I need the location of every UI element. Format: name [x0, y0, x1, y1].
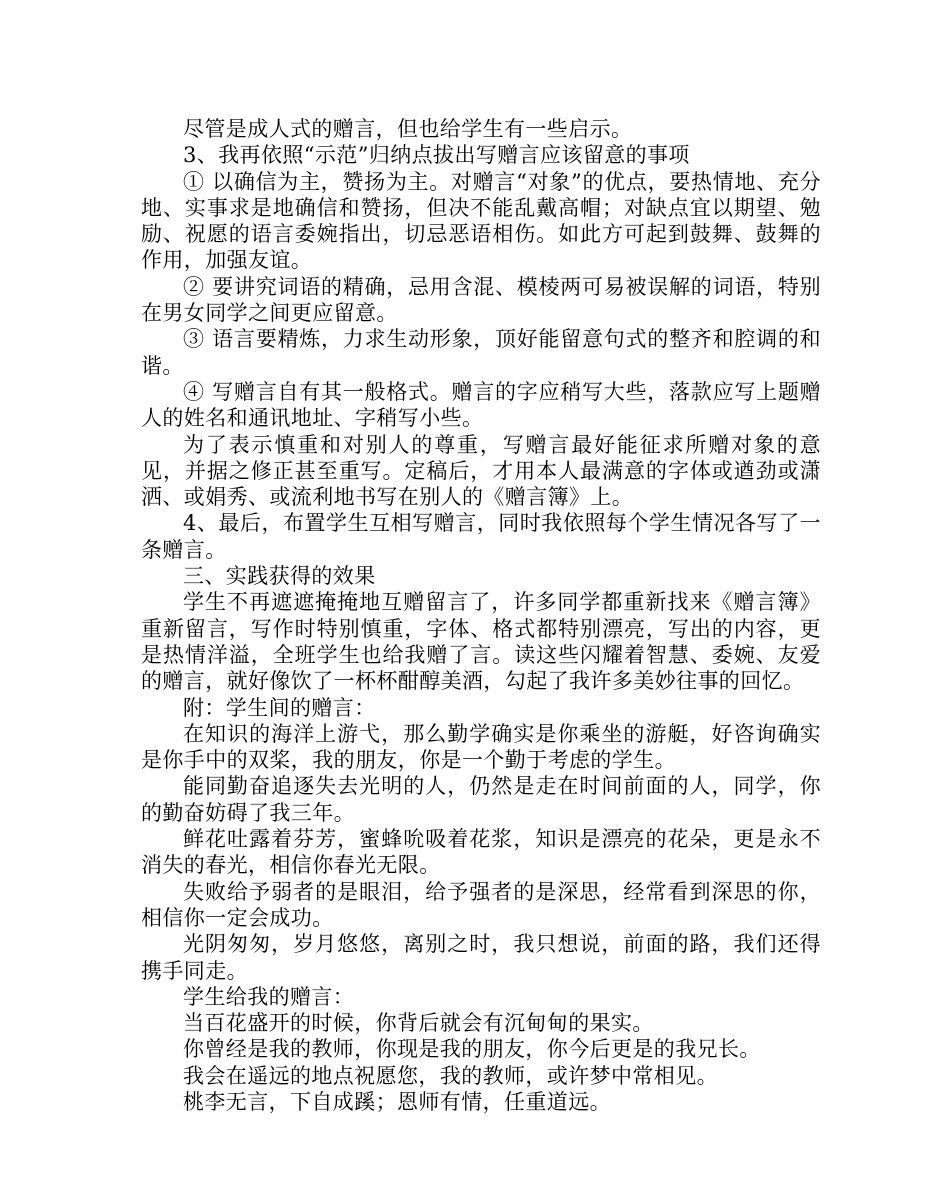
section-heading: 三、实践获得的效果	[183, 564, 376, 589]
paragraph-20: 我会在遥远的地点祝愿您，我的教师，或许梦中常相见。	[183, 1063, 718, 1088]
paragraph-8: 4、最后，布置学生互相写赠言，同时我依照每个学生情况各写了一条赠言。	[141, 511, 821, 562]
paragraph-18: 当百花盛开的时候，你背后就会有沉甸甸的果实。	[183, 1011, 654, 1036]
paragraph-1: 尽管是成人式的赠言，但也给学生有一些启示。	[183, 117, 633, 141]
subheading-messages-to-teacher: 学生给我的赠言：	[183, 984, 355, 1009]
paragraph-5: ③ 语言要精炼，力求生动形象，顶好能留意句式的整齐和腔调的和谐。	[141, 327, 821, 378]
paragraph-13: 能同勤奋追逐失去光明的人，仍然是走在时间前面的人，同学，你的勤奋妨碍了我三年。	[141, 774, 821, 825]
paragraph-7: 为了表示慎重和对别人的尊重，写赠言最好能征求所赠对象的意见，并据之修正甚至重写。定稿后，才用本人最满意的字体或遒劲或潇洒、或娟秀、或流利地书写在别人的《赠言簿》上。	[141, 432, 821, 510]
paragraph-21: 桃李无言，下自成蹊；恩师有情，任重道远。	[183, 1089, 611, 1114]
document-page	[141, 116, 821, 1115]
paragraph-10: 学生不再遮遮掩掩地互赠留言了，许多同学都重新找来《赠言簿》重新留言，写作时特别慎重，字体、格式都特别漂亮，写出的内容，更是热情洋溢，全班学生也给我赠了言。读这些闪耀着智慧、委婉、友爱的赠言，就好像饮了一杯杯酣醇美酒，勾起了我许多美妙往事的回忆。	[141, 590, 821, 694]
subheading-student-messages: 附：学生间的赠言：	[183, 695, 376, 720]
paragraph-2: 3、我再依照“示范”归纳点拔出写赠言应该留意的事项	[183, 143, 690, 168]
paragraph-4: ② 要讲究词语的精确，忌用含混、模棱两可易被误解的词语，特别在男女同学之间更应留意。	[141, 274, 821, 326]
paragraph-15: 失败给予弱者的是眼泪，给予强者的是深思，经常看到深思的你，相信你一定会成功。	[141, 879, 821, 930]
paragraph-19: 你曾经是我的教师，你现是我的朋友，你今后更是的我兄长。	[183, 1037, 761, 1062]
paragraph-14: 鲜花吐露着芬芳，蜜蜂吮吸着花浆，知识是漂亮的花朵，更是永不消失的春光，相信你春光无限。	[141, 827, 821, 878]
paragraph-3: ① 以确信为主，赞扬为主。对赠言“对象”的优点，要热情地、充分地、实事求是地确信和赞扬，但决不能乱戴高帽；对缺点宜以期望、勉励、祝愿的语言委婉指出，切忌恶语相伤。如此方可起到鼓舞、鼓舞的作用，加强友谊。	[141, 169, 821, 273]
paragraph-12: 在知识的海洋上游弋，那么勤学确实是你乘坐的游艇，好咨询确实是你手中的双桨，我的朋友，你是一个勤于考虑的学生。	[141, 721, 821, 773]
paragraph-6: ④ 写赠言自有其一般格式。赠言的字应稍写大些，落款应写上题赠人的姓名和通讯地址、字稍写小些。	[141, 379, 821, 431]
paragraph-16: 光阴匆匆，岁月悠悠，离别之时，我只想说，前面的路，我们还得携手同走。	[141, 932, 821, 983]
